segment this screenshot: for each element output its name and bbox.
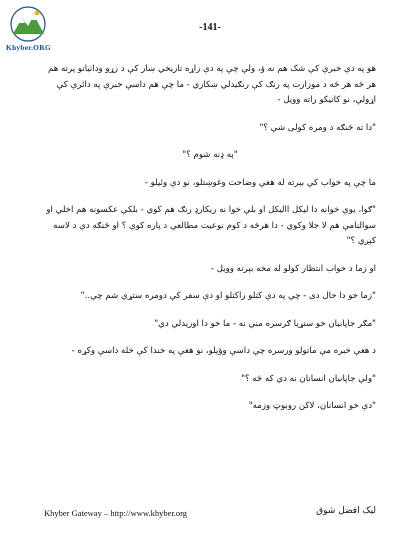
paragraph: "په ډنه شوم ؟": [182, 150, 238, 160]
document-body: [44, 62, 376, 415]
paragraph: هو په دې خبرې کې شک هم نه ؤ، ولې چې په دې زاړه تاريخي ښار کې د زړو ودانيانو پرته هم هر څه هر څه د موزارت په رنګ کې رنګيدلي ښکاري - ما چې هم داسې خبرې په دائرې کې اړولې، نو کاتيکو راته وويل -: [48, 64, 376, 105]
logo-text: Khyber.ORG: [6, 43, 51, 52]
paragraph: "دا ته څنګه د ومره کولی شې ؟": [259, 122, 376, 133]
paragraph: "ولې جاپانيان انسانان نه دي که څه ؟": [241, 373, 376, 384]
paragraph: "دې خو انسانان، لاکن روبوټ وزمه": [248, 401, 376, 411]
paragraph: "ګوا، يوې خوانه دا ليکل االيکل او بلې خوا نه ريکارډ رنګ هم کوي - بلکې عکسونه هم اخلي او سوالنامې هم لا جلا وکوي - دا هرڅه د کوم نوعيت مطالعې د پاره کوې ؟ او څنګه دې د لاسه کېږي ؟": [46, 205, 376, 246]
footer-author: ليک افضل شوق: [316, 506, 376, 516]
paragraph: "مګر جاپانيان خو ستړيا ګرسره مني نه - ما خو دا اوريدلي دي": [154, 318, 376, 329]
page-number: -141-: [199, 22, 221, 33]
paragraph: ما چې په خواب کې بېرته له هغې وضاحت وغوښتلو، نو دې وئيلو -: [144, 177, 376, 188]
paragraph: د هغې خبره مې ماتولو ورسره چې داسې وؤيلو، نو هغې په خندا کې خله داسې وکړه -: [71, 346, 376, 356]
paragraph: او زما د خواب انتظار کولو له مخه بېرته وويل -: [210, 263, 376, 274]
paragraph: "زما خو دا حال دی - چې په دې کتلو راکتلو او دې سفر کې دومره ستړې شم چې..": [80, 291, 376, 301]
footer-site-link[interactable]: Khyber Gateway – http://www.khyber.org: [44, 508, 188, 518]
